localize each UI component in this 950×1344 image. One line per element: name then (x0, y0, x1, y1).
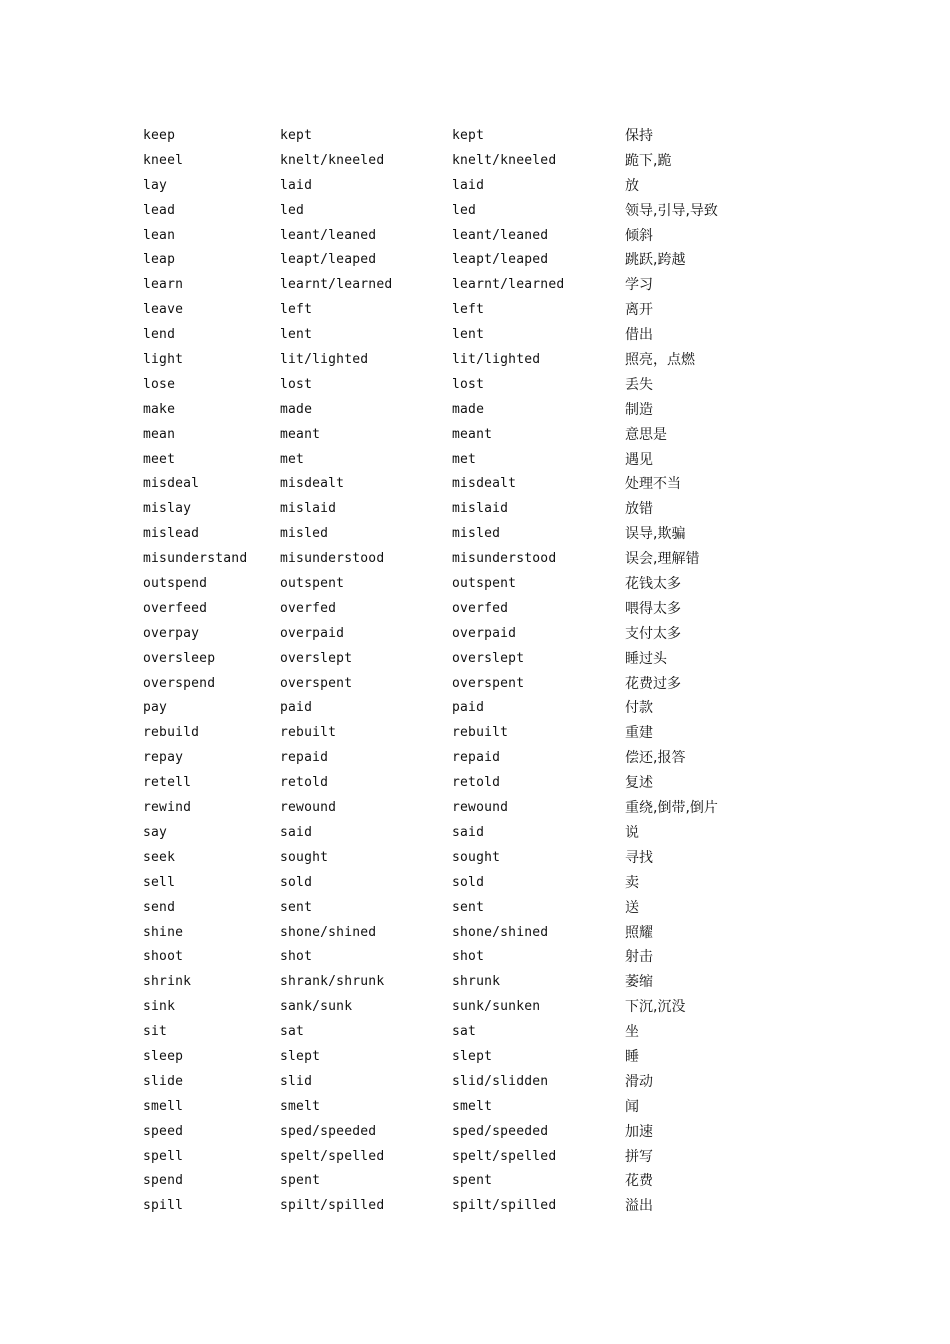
base-form-cell: mislead (143, 526, 200, 542)
past-participle-cell: sat (452, 1024, 477, 1040)
chinese-meaning-cell: 卖 (625, 874, 639, 891)
chinese-meaning-cell: 花费 (625, 1173, 653, 1190)
past-participle-cell: spent (452, 1173, 493, 1189)
past-participle-cell: knelt/kneeled (452, 152, 557, 168)
table-row (0, 945, 950, 970)
past-participle-cell: said (452, 824, 485, 840)
past-tense-cell: met (280, 451, 305, 467)
past-tense-cell: said (280, 824, 313, 840)
table-row (0, 224, 950, 249)
chinese-meaning-cell: 拼写 (625, 1148, 653, 1165)
past-tense-cell: lit/lighted (280, 352, 369, 368)
past-participle-cell: slid/slidden (452, 1073, 549, 1089)
base-form-cell: lead (143, 202, 176, 218)
past-participle-cell: met (452, 451, 477, 467)
chinese-meaning-cell: 付款 (625, 700, 653, 717)
past-tense-cell: meant (280, 426, 321, 442)
base-form-cell: outspend (143, 576, 208, 592)
table-row (0, 771, 950, 796)
past-tense-cell: misdealt (280, 476, 345, 492)
past-tense-cell: overspent (280, 675, 353, 691)
past-participle-cell: outspent (452, 576, 517, 592)
base-form-cell: learn (143, 277, 184, 293)
past-tense-cell: learnt/learned (280, 277, 393, 293)
past-tense-cell: shrank/shrunk (280, 974, 385, 990)
base-form-cell: oversleep (143, 650, 216, 666)
chinese-meaning-cell: 保持 (625, 128, 653, 144)
chinese-meaning-cell: 误会,理解错 (625, 551, 700, 568)
table-row (0, 970, 950, 995)
past-tense-cell: smelt (280, 1098, 321, 1114)
past-participle-cell: lent (452, 327, 485, 343)
past-participle-cell: laid (452, 177, 485, 193)
past-tense-cell: slid (280, 1073, 313, 1089)
base-form-cell: mislay (143, 501, 192, 517)
base-form-cell: sit (143, 1024, 168, 1040)
past-participle-cell: lit/lighted (452, 352, 541, 368)
past-participle-cell: mislaid (452, 501, 509, 517)
past-participle-cell: misunderstood (452, 551, 557, 567)
table-row (0, 721, 950, 746)
past-tense-cell: sank/sunk (280, 999, 353, 1015)
chinese-meaning-cell: 制造 (625, 401, 653, 418)
table-row (0, 597, 950, 622)
chinese-meaning-cell: 萎缩 (625, 974, 653, 991)
base-form-cell: keep (143, 128, 176, 143)
table-row (0, 796, 950, 821)
past-participle-cell: overslept (452, 650, 525, 666)
base-form-cell: slide (143, 1073, 184, 1089)
chinese-meaning-cell: 遇见 (625, 451, 653, 468)
table-row (0, 746, 950, 771)
chinese-meaning-cell: 误导,欺骗 (625, 526, 686, 543)
chinese-meaning-cell: 放错 (625, 501, 653, 518)
table-row (0, 199, 950, 224)
chinese-meaning-cell: 意思是 (625, 426, 667, 443)
past-tense-cell: laid (280, 177, 313, 193)
table-row (0, 1095, 950, 1120)
table-row (0, 1020, 950, 1045)
table-row (0, 696, 950, 721)
chinese-meaning-cell: 照亮，点燃 (625, 352, 695, 369)
chinese-meaning-cell: 花钱太多 (625, 576, 681, 593)
table-row (0, 423, 950, 448)
chinese-meaning-cell: 跳跃,跨越 (625, 252, 686, 269)
past-participle-cell: misdealt (452, 476, 517, 492)
chinese-meaning-cell: 坐 (625, 1024, 639, 1041)
base-form-cell: overspend (143, 675, 216, 691)
table-row (0, 1120, 950, 1145)
past-tense-cell: rebuilt (280, 725, 337, 741)
table-row (0, 348, 950, 373)
chinese-meaning-cell: 偿还,报答 (625, 750, 686, 767)
table-row (0, 622, 950, 647)
past-participle-cell: led (452, 202, 477, 218)
table-row (0, 298, 950, 323)
base-form-cell: light (143, 352, 184, 368)
table-row (0, 672, 950, 697)
chinese-meaning-cell: 喂得太多 (625, 600, 681, 617)
past-participle-cell: slept (452, 1048, 493, 1064)
base-form-cell: shine (143, 924, 184, 940)
past-tense-cell: rewound (280, 800, 337, 816)
past-participle-cell: misled (452, 526, 501, 542)
table-row (0, 1145, 950, 1170)
past-participle-cell: overfed (452, 600, 509, 616)
past-tense-cell: spent (280, 1173, 321, 1189)
base-form-cell: say (143, 824, 168, 840)
base-form-cell: lose (143, 376, 176, 392)
table-row (0, 1194, 950, 1219)
chinese-meaning-cell: 溢出 (625, 1198, 653, 1215)
table-row (0, 373, 950, 398)
base-form-cell: spill (143, 1198, 184, 1214)
chinese-meaning-cell: 学习 (625, 277, 653, 294)
past-tense-cell: overfed (280, 600, 337, 616)
past-participle-cell: shrunk (452, 974, 501, 990)
past-tense-cell: knelt/kneeled (280, 152, 385, 168)
past-tense-cell: made (280, 401, 313, 417)
table-row (0, 497, 950, 522)
past-tense-cell: retold (280, 775, 329, 791)
verb-table (0, 124, 950, 1219)
base-form-cell: pay (143, 700, 168, 716)
chinese-meaning-cell: 照耀 (625, 924, 653, 941)
past-tense-cell: kept (280, 128, 313, 143)
past-participle-cell: shot (452, 949, 485, 965)
table-row (0, 522, 950, 547)
past-participle-cell: learnt/learned (452, 277, 565, 293)
table-row (0, 1070, 950, 1095)
past-participle-cell: leant/leaned (452, 227, 549, 243)
chinese-meaning-cell: 复述 (625, 775, 653, 792)
base-form-cell: retell (143, 775, 192, 791)
past-participle-cell: overspent (452, 675, 525, 691)
past-participle-cell: smelt (452, 1098, 493, 1114)
chinese-meaning-cell: 闻 (625, 1098, 639, 1115)
table-row (0, 398, 950, 423)
past-participle-cell: meant (452, 426, 493, 442)
past-tense-cell: misled (280, 526, 329, 542)
past-tense-cell: shone/shined (280, 924, 377, 940)
base-form-cell: overpay (143, 625, 200, 641)
past-tense-cell: overslept (280, 650, 353, 666)
past-tense-cell: repaid (280, 750, 329, 766)
base-form-cell: leave (143, 302, 184, 318)
past-participle-cell: rebuilt (452, 725, 509, 741)
chinese-meaning-cell: 射击 (625, 949, 653, 966)
table-row (0, 1169, 950, 1194)
table-row (0, 472, 950, 497)
chinese-meaning-cell: 送 (625, 899, 639, 916)
base-form-cell: sleep (143, 1048, 184, 1064)
past-participle-cell: left (452, 302, 485, 318)
past-tense-cell: outspent (280, 576, 345, 592)
chinese-meaning-cell: 跪下,跪 (625, 152, 672, 169)
table-row (0, 323, 950, 348)
table-row (0, 448, 950, 473)
base-form-cell: sell (143, 874, 176, 890)
base-form-cell: misunderstand (143, 551, 248, 567)
table-row (0, 273, 950, 298)
past-participle-cell: paid (452, 700, 485, 716)
table-row (0, 896, 950, 921)
past-participle-cell: retold (452, 775, 501, 791)
past-tense-cell: sat (280, 1024, 305, 1040)
past-tense-cell: slept (280, 1048, 321, 1064)
table-row (0, 995, 950, 1020)
chinese-meaning-cell: 滑动 (625, 1073, 653, 1090)
table-row (0, 846, 950, 871)
past-tense-cell: misunderstood (280, 551, 385, 567)
base-form-cell: speed (143, 1123, 184, 1139)
past-participle-cell: sent (452, 899, 485, 915)
chinese-meaning-cell: 倾斜 (625, 227, 653, 244)
base-form-cell: rewind (143, 800, 192, 816)
chinese-meaning-cell: 下沉,沉没 (625, 999, 686, 1016)
table-row (0, 572, 950, 597)
base-form-cell: overfeed (143, 600, 208, 616)
base-form-cell: spend (143, 1173, 184, 1189)
base-form-cell: misdeal (143, 476, 200, 492)
past-participle-cell: made (452, 401, 485, 417)
past-participle-cell: repaid (452, 750, 501, 766)
base-form-cell: sink (143, 999, 176, 1015)
past-tense-cell: sent (280, 899, 313, 915)
past-tense-cell: sold (280, 874, 313, 890)
chinese-meaning-cell: 花费过多 (625, 675, 681, 692)
table-row (0, 149, 950, 174)
base-form-cell: send (143, 899, 176, 915)
base-form-cell: leap (143, 252, 176, 268)
chinese-meaning-cell: 说 (625, 824, 639, 841)
past-participle-cell: lost (452, 376, 485, 392)
base-form-cell: lay (143, 177, 168, 193)
chinese-meaning-cell: 领导,引导,导致 (625, 202, 718, 219)
chinese-meaning-cell: 睡过头 (625, 650, 667, 667)
chinese-meaning-cell: 处理不当 (625, 476, 681, 493)
base-form-cell: make (143, 401, 176, 417)
base-form-cell: smell (143, 1098, 184, 1114)
chinese-meaning-cell: 睡 (625, 1048, 639, 1065)
past-participle-cell: shone/shined (452, 924, 549, 940)
table-row (0, 821, 950, 846)
past-tense-cell: paid (280, 700, 313, 716)
past-participle-cell: sped/speeded (452, 1123, 549, 1139)
past-tense-cell: shot (280, 949, 313, 965)
chinese-meaning-cell: 重建 (625, 725, 653, 742)
chinese-meaning-cell: 重绕,倒带,倒片 (625, 800, 718, 817)
base-form-cell: meet (143, 451, 176, 467)
chinese-meaning-cell: 寻找 (625, 849, 653, 866)
past-tense-cell: leant/leaned (280, 227, 377, 243)
base-form-cell: shoot (143, 949, 184, 965)
chinese-meaning-cell: 离开 (625, 302, 653, 319)
past-tense-cell: led (280, 202, 305, 218)
base-form-cell: mean (143, 426, 176, 442)
past-tense-cell: sought (280, 849, 329, 865)
table-row (0, 871, 950, 896)
past-participle-cell: sold (452, 874, 485, 890)
table-row (0, 174, 950, 199)
base-form-cell: repay (143, 750, 184, 766)
past-tense-cell: lent (280, 327, 313, 343)
past-participle-cell: spilt/spilled (452, 1198, 557, 1214)
past-tense-cell: overpaid (280, 625, 345, 641)
past-participle-cell: overpaid (452, 625, 517, 641)
chinese-meaning-cell: 借出 (625, 327, 653, 344)
chinese-meaning-cell: 丢失 (625, 376, 653, 393)
past-participle-cell: rewound (452, 800, 509, 816)
table-row (0, 921, 950, 946)
chinese-meaning-cell: 放 (625, 177, 639, 194)
past-tense-cell: left (280, 302, 313, 318)
past-tense-cell: spilt/spilled (280, 1198, 385, 1214)
chinese-meaning-cell: 支付太多 (625, 625, 681, 642)
table-row (0, 248, 950, 273)
table-row (0, 547, 950, 572)
past-tense-cell: mislaid (280, 501, 337, 517)
table-row (0, 124, 950, 149)
base-form-cell: lend (143, 327, 176, 343)
past-participle-cell: kept (452, 128, 485, 143)
base-form-cell: seek (143, 849, 176, 865)
past-tense-cell: sped/speeded (280, 1123, 377, 1139)
table-row (0, 647, 950, 672)
base-form-cell: kneel (143, 152, 184, 168)
base-form-cell: spell (143, 1148, 184, 1164)
base-form-cell: rebuild (143, 725, 200, 741)
past-participle-cell: leapt/leaped (452, 252, 549, 268)
past-tense-cell: spelt/spelled (280, 1148, 385, 1164)
past-participle-cell: sought (452, 849, 501, 865)
chinese-meaning-cell: 加速 (625, 1123, 653, 1140)
past-participle-cell: spelt/spelled (452, 1148, 557, 1164)
table-row (0, 1045, 950, 1070)
base-form-cell: lean (143, 227, 176, 243)
past-tense-cell: lost (280, 376, 313, 392)
past-tense-cell: leapt/leaped (280, 252, 377, 268)
past-participle-cell: sunk/sunken (452, 999, 541, 1015)
base-form-cell: shrink (143, 974, 192, 990)
